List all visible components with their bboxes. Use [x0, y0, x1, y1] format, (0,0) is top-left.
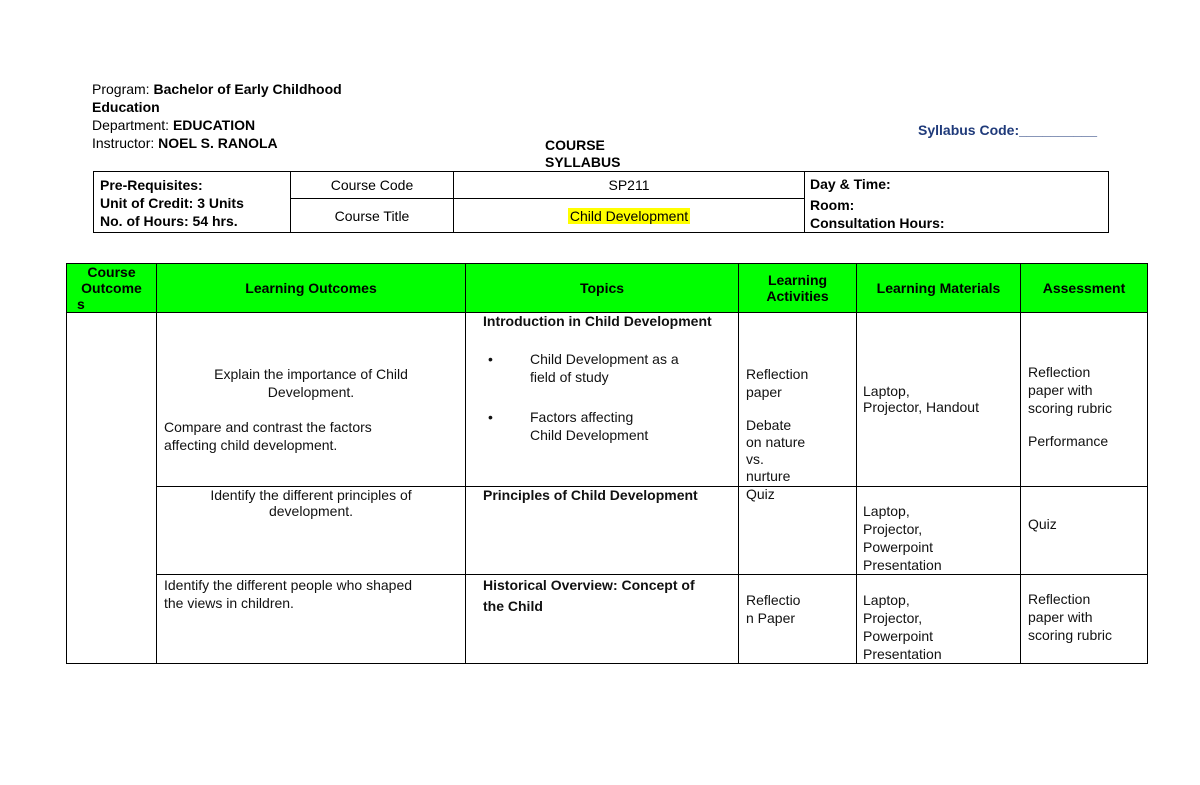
topics-cell — [466, 575, 739, 664]
program-value-cont: Education — [92, 99, 160, 115]
credit-info-cell — [94, 172, 291, 233]
assessment-performance: Performance — [1028, 433, 1109, 449]
learning-outcomes-cell — [157, 313, 466, 487]
room: Room: — [810, 197, 855, 213]
topic-bullet-text: • Child Development as a — [530, 351, 679, 367]
outcome-text: Compare and contrast the factors — [164, 419, 372, 435]
activity-text: Quiz — [746, 486, 775, 502]
material-text: Powerpoint — [863, 628, 934, 644]
department-label: Department: — [92, 117, 173, 133]
activities-cell — [739, 575, 857, 664]
assessment-text: scoring rubric — [1028, 627, 1113, 643]
course-info-table — [93, 171, 1109, 233]
col-learning-materials: Learning Materials — [857, 264, 1021, 313]
col-assessment: Assessment — [1021, 264, 1148, 313]
day-time: Day & Time: — [810, 176, 891, 192]
topic-title — [466, 575, 738, 617]
materials-list — [863, 591, 1020, 663]
department-line — [92, 116, 255, 134]
material-text: Presentation — [863, 557, 942, 573]
program-value: Bachelor of Early Childhood — [153, 81, 342, 97]
instructor-value: NOEL S. RANOLA — [158, 135, 278, 151]
topic-title: Principles of Child Development — [483, 487, 698, 503]
course-outcomes-cell — [67, 313, 157, 664]
col-topics: Topics — [466, 264, 739, 313]
activity-debate — [746, 417, 856, 485]
assessment-text: Reflection — [1028, 591, 1091, 607]
assessment-text: paper with — [1028, 609, 1093, 625]
outcome-text: Development. — [267, 384, 355, 400]
syllabus-code: Syllabus Code:__________ — [918, 122, 1097, 138]
activity-text: paper — [746, 384, 782, 400]
topic-bullet-text: • Factors affecting — [530, 409, 634, 425]
outcome-explain — [157, 365, 465, 401]
materials-list — [863, 502, 1020, 574]
learning-outcomes-cell — [157, 575, 466, 664]
program-line — [92, 80, 342, 98]
material-text: Laptop, — [863, 383, 910, 399]
activities-cell — [739, 313, 857, 487]
col-learning-activities — [739, 264, 857, 313]
material-text: Projector, Handout — [863, 399, 979, 415]
outcome-text: affecting child development. — [164, 437, 338, 453]
course-code-value: SP211 — [454, 172, 805, 199]
outcome-text: Explain the importance of Child — [214, 366, 408, 382]
assessment-reflection — [1028, 363, 1147, 417]
assessment-text: Quiz — [1028, 516, 1057, 532]
outcome-compare — [157, 418, 465, 454]
table-row — [67, 487, 1148, 575]
topics-cell — [466, 487, 739, 575]
assessment-text: Reflection — [1028, 364, 1091, 380]
schedule-cell — [805, 172, 1109, 233]
table-row — [67, 575, 1148, 664]
outcome-text: Identify the different people who shaped — [164, 577, 413, 593]
program-label: Program: — [92, 81, 154, 97]
materials-cell — [857, 487, 1021, 575]
document-title-line2: SYLLABUS — [545, 154, 621, 170]
outcome-text: development. — [268, 503, 354, 519]
material-text: Laptop, — [863, 503, 910, 519]
activity-text: Reflection — [746, 366, 809, 382]
assessment-cell — [1021, 575, 1148, 664]
topic-title-line: the Child — [483, 598, 543, 614]
col-course-outcomes-l1: Course — [87, 264, 136, 280]
topic-bullet-text: Child Development — [530, 427, 649, 443]
materials-list — [863, 383, 1020, 415]
material-text: Projector, — [863, 521, 923, 537]
document-title-line1: COURSE — [545, 137, 605, 153]
col-course-outcomes-l2: Outcome — [81, 280, 142, 296]
col-course-outcomes-l3: s — [77, 296, 85, 312]
material-text: Projector, — [863, 610, 923, 626]
topic-title-line: Historical Overview: Concept of — [483, 577, 695, 593]
activity-text: nurture — [746, 468, 791, 484]
col-course-outcomes — [67, 264, 157, 313]
activities-cell — [739, 487, 857, 575]
topics-cell — [466, 313, 739, 487]
outcome-text: the views in children. — [164, 595, 294, 611]
assessment-text: scoring rubric — [1028, 400, 1113, 416]
col-learning-activities-l1: Learning — [767, 272, 828, 288]
unit-of-credit: Unit of Credit: 3 Units — [100, 195, 244, 211]
outcome-text: Identify the different principles of — [210, 487, 412, 503]
document-title — [545, 137, 620, 171]
col-learning-outcomes: Learning Outcomes — [157, 264, 466, 313]
material-text: Powerpoint — [863, 539, 934, 555]
course-title-cell — [454, 199, 805, 233]
activity-text: on nature — [746, 434, 806, 450]
table-row — [67, 313, 1148, 487]
assessment-text: paper with — [1028, 382, 1093, 398]
activity-text: Debate — [746, 417, 792, 433]
activity-text: vs. — [746, 451, 764, 467]
assessment-cell — [1021, 313, 1148, 487]
department-value: EDUCATION — [172, 117, 256, 133]
course-title-label: Course Title — [291, 199, 454, 233]
activity-reflection — [746, 365, 856, 401]
topic-bullet-text: field of study — [530, 369, 609, 385]
assessment-cell — [1021, 487, 1148, 575]
syllabus-table — [66, 263, 1148, 664]
topic-title: Introduction in Child Development — [483, 313, 712, 329]
learning-outcomes-cell — [157, 487, 466, 575]
activity-reflection — [746, 591, 856, 627]
activity-text: Reflectio — [746, 592, 801, 608]
number-of-hours: No. of Hours: 54 hrs. — [100, 213, 238, 229]
instructor-line — [92, 134, 278, 152]
topic-bullet — [466, 350, 738, 386]
col-learning-activities-l2: Activities — [766, 288, 829, 304]
material-text: Presentation — [863, 646, 942, 662]
materials-cell — [857, 313, 1021, 487]
assessment-reflection — [1028, 590, 1147, 644]
activity-text: n Paper — [746, 610, 796, 626]
consultation-hours: Consultation Hours: — [810, 215, 945, 231]
course-code-label: Course Code — [291, 172, 454, 199]
material-text: Laptop, — [863, 592, 910, 608]
topic-bullet — [466, 408, 738, 444]
course-title-value: Child Development — [569, 207, 689, 224]
instructor-label: Instructor: — [92, 135, 159, 151]
prerequisites: Pre-Requisites: — [100, 177, 203, 193]
materials-cell — [857, 575, 1021, 664]
